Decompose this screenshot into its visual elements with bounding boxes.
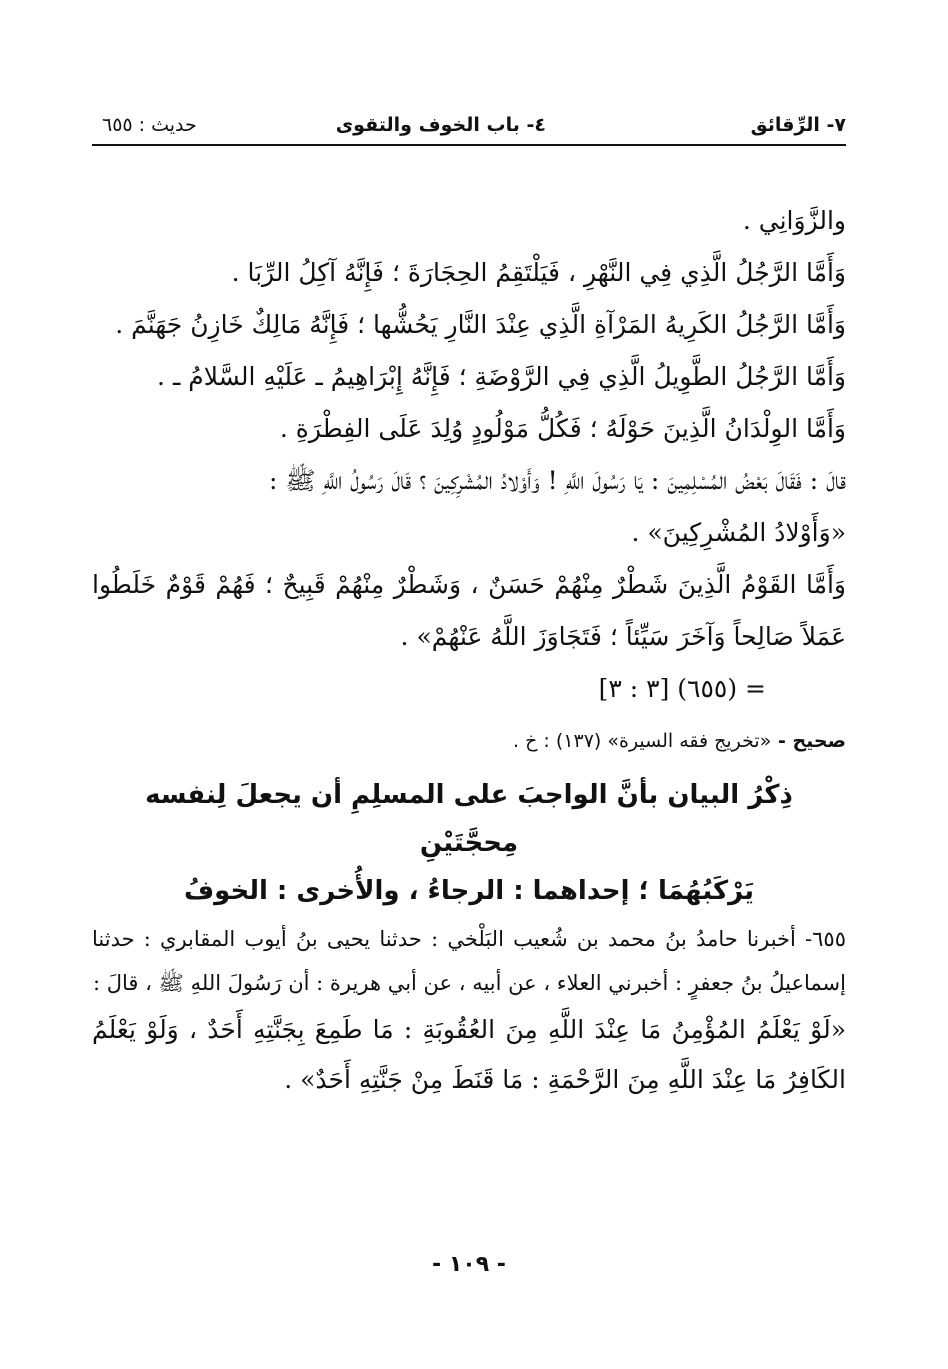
paragraph: وَأَمَّا الرَّجُلُ الكَرِيهُ المَرْآةِ الَّذِي عِنْدَ النَّارِ يَحُشُّها ؛ فَإِنَّهُ مَالِكٌ خَازِنُ جَهَنَّمَ . [115,310,846,339]
paragraph: والزَّوَانِي . [742,206,846,235]
hadith-isnad: ٦٥٥- أخبرنا حامدُ بنُ محمد بن شُعيب البَلْخي : حدثنا يحيى بنُ أيوب المقابري : حدثنا إسماعيلُ بنُ جعفرٍ : أخبرني العلاء ، عن أبيه ، عن أبي هريرة : أن رَسُولَ اللهِ ﷺ ، قالَ : [92,927,846,995]
book-page [92,0,846,1369]
grading-line [92,715,846,767]
paragraph: وَأَمَّا الوِلْدَانُ الَّذِينَ حَوْلَهُ ؛ فَكُلُّ مَوْلُودٍ وُلِدَ عَلَى الفِطْرَةِ . [279,414,846,443]
paragraph: «وَأَوْلادُ المُشْرِكِينَ» . [631,518,846,547]
cross-reference: = (٦٥٥) [٣ : ٣] [598,674,766,703]
heading-line-2: يَرْكَبُهُمَا ؛ إحداهما : الرجاءُ ، والأُخرى : الخوفُ [183,876,755,906]
hadith-number: حديث : ٦٥٥ [102,114,197,136]
paragraph: قالَ : فَقَالَ بَعْضُ المُسْلِمِينَ : يَا رَسُولَ اللَّهِ ! وَأَوْلادُ المُشْرِكِينَ ؟ قَالَ رَسُولُ اللَّهِ ﷺ : [269,466,846,495]
running-header [92,108,846,146]
grade-label: صحيح - [777,730,846,752]
main-text [92,195,846,1105]
hadith-matn: «لَوْ يَعْلَمُ المُؤْمِنُ مَا عِنْدَ اللَّهِ مِنَ العُقُوبَةِ : مَا طَمِعَ بِجَنَّتِهِ أَحَدٌ ، وَلَوْ يَعْلَمُ الكَافِرُ مَا عِنْدَ اللَّهِ مِنَ الرَّحْمَةِ : مَا قَنَطَ مِنْ جَنَّتِهِ أَحَدٌ» . [92,1015,846,1094]
section-title-header: ٤- باب الخوف والتقوى [335,114,546,136]
heading-line-1: ذِكْرُ البيان بأنَّ الواجبَ على المسلِمِ أن يجعلَ لِنفسه مِحجَّتَيْنِ [145,780,793,858]
page-number: - ١٠٩ - [432,1252,506,1277]
paragraph: وَأَمَّا الرَّجُلُ الطَّوِيلُ الَّذِي فِي الرَّوْضَةِ ؛ فَإِنَّهُ إِبْرَاهِيمُ ـ عَلَيْهِ السَّلامُ ـ . [157,362,846,391]
paragraph: وَأَمَّا الرَّجُلُ الَّذِي فِي النَّهْرِ ، فَيَلْتَقِمُ الحِجَارَةَ ؛ فَإِنَّهُ آكِلُ الرِّبَا . [231,258,846,287]
grade-source: «تخريج فقه السيرة» (١٣٧) : خ . [513,730,772,752]
paragraph: وَأَمَّا القَوْمُ الَّذِينَ شَطْرٌ مِنْهُمْ حَسَنٌ ، وَشَطْرٌ مِنْهُمْ قَبِيحٌ ؛ فَهُمْ قَوْمٌ خَلَطُوا عَمَلاً صَالِحاً وَآخَرَ سَيِّئاً ؛ فَتَجَاوَزَ اللَّهُ عَنْهُمْ» . [92,570,846,651]
chapter-title: ٧- الرِّقائق [750,114,846,136]
chapter-heading [92,771,846,915]
